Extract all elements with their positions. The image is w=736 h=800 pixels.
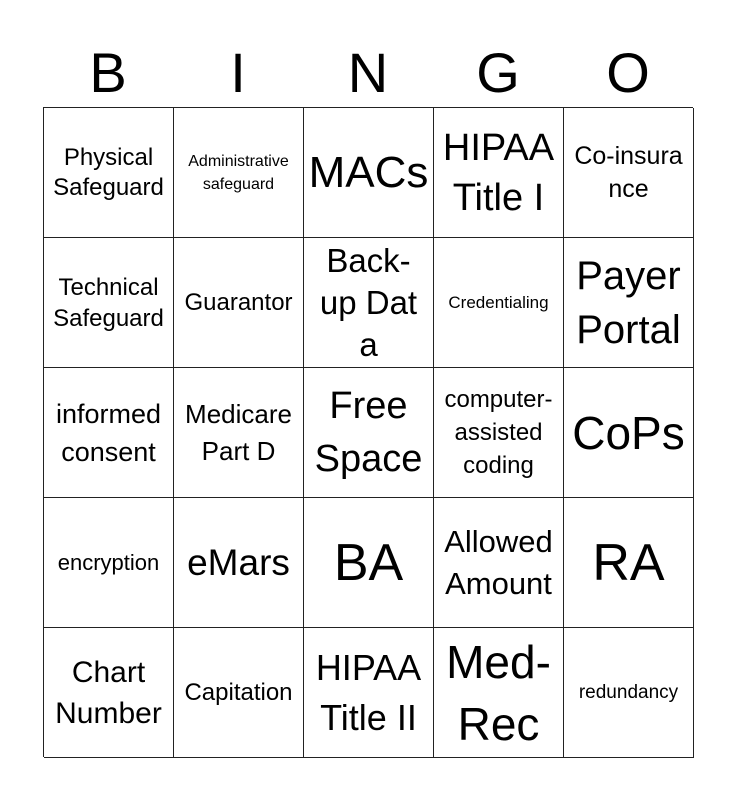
cell-text: Allowed Amount <box>444 523 553 601</box>
cell-text: redundancy <box>578 681 679 703</box>
cell-text: Payer Portal <box>576 253 681 352</box>
bingo-cell[interactable] <box>174 628 304 758</box>
bingo-cell[interactable] <box>174 108 304 238</box>
cell-text: Capitation <box>184 678 293 706</box>
bingo-cell[interactable] <box>564 108 694 238</box>
cell-text: Credentialing <box>448 292 549 312</box>
cell-text: BA <box>333 533 404 592</box>
bingo-cell[interactable] <box>44 238 174 368</box>
bingo-cell[interactable] <box>44 368 174 498</box>
cell-text: Physical Safeguard <box>53 143 164 201</box>
header-letter-g: G <box>476 41 520 104</box>
cell-text: Technical Safeguard <box>53 273 164 332</box>
bingo-cell[interactable] <box>434 368 564 498</box>
bingo-cell[interactable] <box>174 368 304 498</box>
bingo-cell[interactable] <box>564 368 694 498</box>
header-letter-o: O <box>606 41 650 104</box>
bingo-cell[interactable] <box>44 628 174 758</box>
bingo-cell[interactable] <box>434 498 564 628</box>
bingo-cell[interactable] <box>174 238 304 368</box>
bingo-cell[interactable] <box>304 108 434 238</box>
cell-text: Chart Number <box>55 655 162 730</box>
cell-text: Med-Rec <box>446 635 551 750</box>
cell-text: computer-assisted coding <box>444 386 553 479</box>
bingo-cell[interactable] <box>304 368 434 498</box>
bingo-cell[interactable] <box>304 238 434 368</box>
bingo-cell[interactable] <box>304 628 434 758</box>
cell-text: encryption <box>57 549 160 575</box>
cell-text: MACs <box>308 147 429 197</box>
bingo-card-grid <box>43 107 693 757</box>
cell-text: Co-insurance <box>574 141 683 203</box>
bingo-cell[interactable] <box>44 498 174 628</box>
cell-text: CoPs <box>572 406 685 459</box>
header-letter-i: I <box>230 41 246 104</box>
cell-text: Back-up Data <box>319 241 418 363</box>
bingo-cell[interactable] <box>174 498 304 628</box>
cell-text: Free Space <box>314 384 423 480</box>
cell-text: Guarantor <box>184 288 293 316</box>
cell-text: eMars <box>187 541 290 583</box>
bingo-cell[interactable] <box>564 628 694 758</box>
bingo-cell[interactable] <box>434 628 564 758</box>
header-letter-n: N <box>347 41 389 104</box>
bingo-header <box>43 40 693 106</box>
header-letter-b: B <box>89 41 127 104</box>
cell-text: Medicare Part D <box>185 398 292 466</box>
bingo-cell[interactable] <box>564 498 694 628</box>
cell-text: Administrative safeguard <box>188 152 289 193</box>
cell-text: HIPAA Title I <box>442 126 555 219</box>
bingo-cell[interactable] <box>44 108 174 238</box>
bingo-cell[interactable] <box>434 238 564 368</box>
bingo-cell[interactable] <box>564 238 694 368</box>
bingo-cell[interactable] <box>434 108 564 238</box>
cell-text: informed consent <box>55 398 162 467</box>
cell-text: RA <box>592 533 665 592</box>
bingo-cell[interactable] <box>304 498 434 628</box>
cell-text: HIPAA Title II <box>315 646 422 738</box>
